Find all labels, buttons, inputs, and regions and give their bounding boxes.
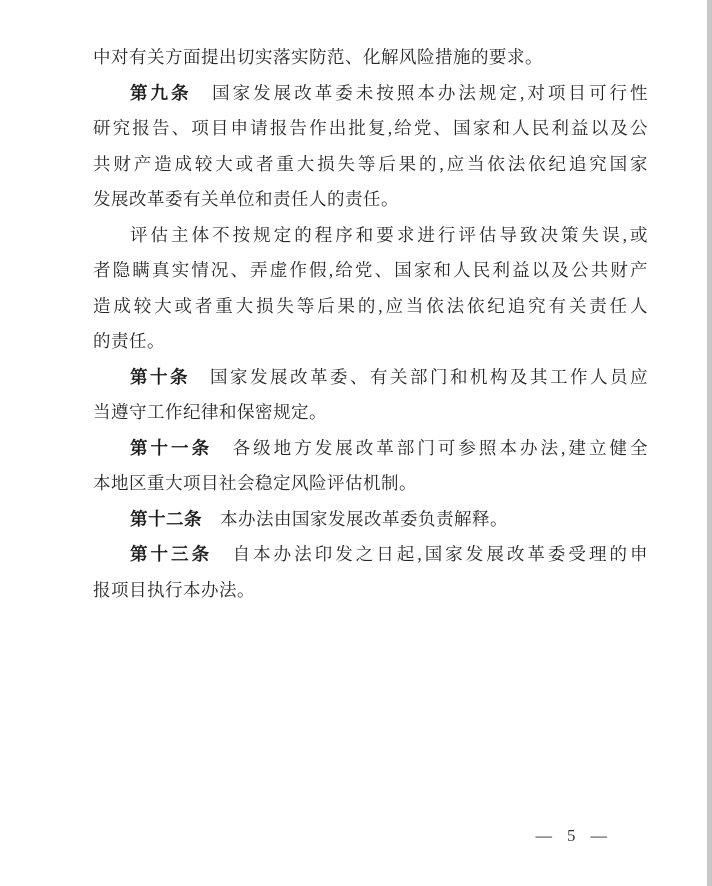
text-line (93, 289, 648, 325)
text-line (93, 76, 648, 112)
body-text: 当遵守工作纪律和保密规定。 (93, 402, 327, 422)
body-text: 研究报告、项目申请报告作出批复,给党、国家和人民利益以及公 (93, 118, 648, 138)
body-text: 发展改革委有关单位和责任人的责任。 (93, 189, 399, 209)
text-line (93, 395, 648, 431)
article-number: 第十一条 (130, 437, 213, 458)
text-line (93, 147, 648, 183)
page-number: — 5 — (535, 826, 610, 845)
body-text: 共财产造成较大或者重大损失等后果的,应当依法依纪追究国家 (93, 153, 648, 174)
article-number: 第十条 (130, 366, 190, 387)
body-text: 自本办法印发之日起,国家发展改革委受理的申 (212, 544, 648, 564)
body-text: 的责任。 (93, 331, 165, 351)
text-line (93, 324, 648, 360)
text-line (93, 218, 648, 254)
text-line (93, 40, 648, 76)
body-text: 国家发展改革委、有关部门和机构及其工作人员应 (190, 366, 648, 387)
body-text: 评估主体不按规定的程序和要求进行评估导致决策失误,或 (130, 224, 648, 245)
text-line (93, 431, 648, 467)
text-line (93, 537, 648, 573)
body-text: 各级地方发展改革部门可参照本办法,建立健全 (212, 437, 648, 458)
article-number: 第九条 (130, 82, 192, 103)
text-line (93, 502, 648, 538)
text-line (93, 182, 648, 218)
article-number: 第十三条 (130, 544, 213, 564)
text-line (93, 111, 648, 147)
body-text: 本办法由国家发展改革委负责解释。 (202, 508, 508, 529)
text-line (93, 253, 648, 289)
article-number: 第十二条 (130, 508, 202, 529)
text-line (93, 466, 648, 502)
body-text: 国家发展改革委未按照本办法规定,对项目可行性 (191, 82, 648, 103)
text-line (93, 360, 648, 396)
page-footer (93, 826, 610, 846)
text-line (93, 573, 648, 609)
body-text: 者隐瞒真实情况、弄虚作假,给党、国家和人民利益以及公共财产 (93, 260, 648, 280)
document-body (93, 40, 648, 608)
body-text: 报项目执行本办法。 (93, 579, 255, 600)
body-text: 本地区重大项目社会稳定风险评估机制。 (93, 473, 417, 493)
body-text: 中对有关方面提出切实落实防范、化解风险措施的要求。 (93, 47, 543, 67)
scan-edge-strip (707, 0, 712, 886)
body-text: 造成较大或者重大损失等后果的,应当依法依纪追究有关责任人 (93, 295, 648, 316)
